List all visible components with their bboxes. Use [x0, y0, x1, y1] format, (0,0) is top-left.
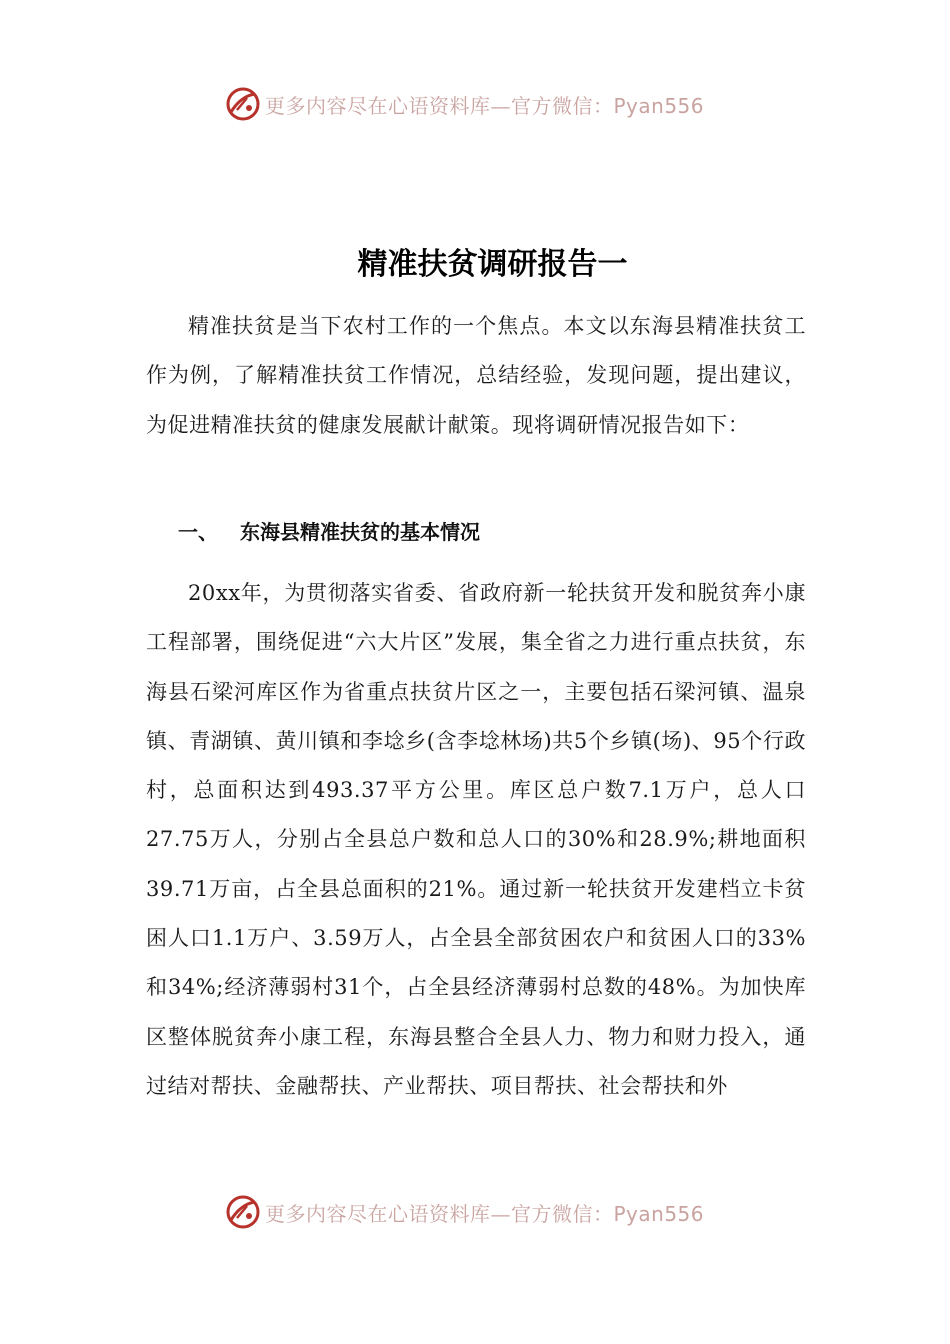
watermark-footer: [225, 1192, 745, 1232]
section-heading: [178, 512, 480, 552]
wechat-id: Pyan556: [613, 93, 705, 118]
section-number: 一、: [178, 520, 218, 544]
document-title: 精准扶贫调研报告一: [357, 247, 628, 282]
section-body-paragraph: 20xx年，为贯彻落实省委、省政府新一轮扶贫开发和脱贫奔小康工程部署，围绕促进“六大片区”发展，集全省之力进行重点扶贫，东海县石梁河库区作为省重点扶贫片区之一，主要包括石梁河镇、温泉镇、青湖镇、黄川镇和李埝乡(含李埝林场)共5个乡镇(场)、95个行政村，总面积达到493.37平方公里。库区总户数7.1万户，总人口27.75万人，分别占全县总户数和总人口的30%和28.9%;耕地面积39.71万亩，占全县总面积的21%。通过新一轮扶贫开发建档立卡贫困人口1.1万户、3.59万人，占全县全部贫困农户和贫困人口的33%和34%;经济薄弱村31个，占全县经济薄弱村总数的48%。为加快库区整体脱贫奔小康工程，东海县整合全县人力、物力和财力投入，通过结对帮扶、金融帮扶、产业帮扶、项目帮扶、社会帮扶和外: [146, 581, 806, 1098]
watermark-text: 更多内容尽在心语资料库—官方微信：Pyan556: [265, 93, 705, 118]
section-title: 东海县精准扶贫的基本情况: [240, 520, 480, 544]
watermark-header: [225, 84, 745, 124]
watermark-text: 更多内容尽在心语资料库—官方微信：Pyan556: [265, 1201, 705, 1226]
brand-logo-icon: [225, 1194, 261, 1230]
brand-logo-icon: [225, 86, 261, 122]
intro-paragraph: 精准扶贫是当下农村工作的一个焦点。本文以东海县精准扶贫工作为例，了解精准扶贫工作情况，总结经验，发现问题，提出建议，为促进精准扶贫的健康发展献计献策。现将调研情况报告如下：: [146, 314, 806, 437]
wechat-id: Pyan556: [613, 1201, 705, 1226]
